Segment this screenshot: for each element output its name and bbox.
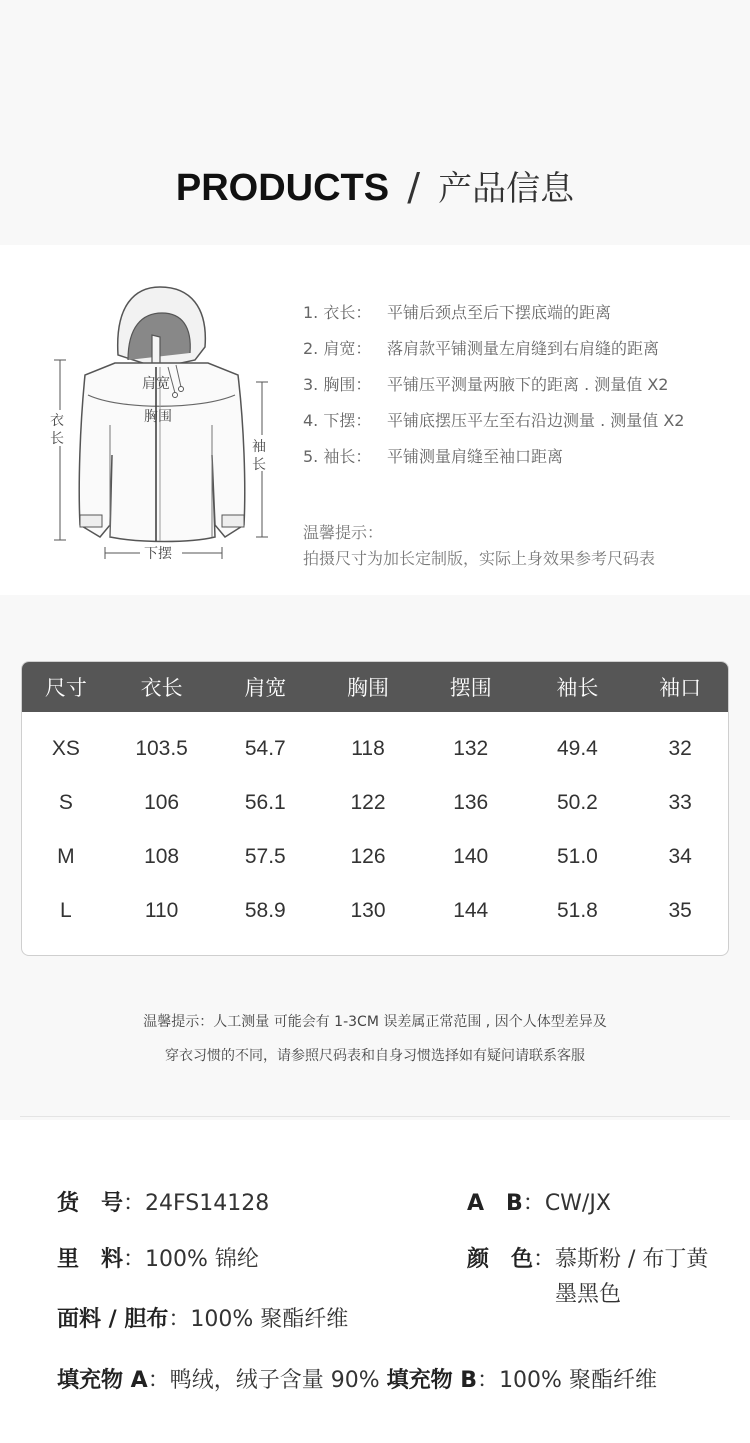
table-header [22,662,728,712]
label-chest: 胸围 [144,409,172,425]
note-line-2: 穿衣习惯的不同，请参照尺码表和自身习惯选择如有疑问请联系客服 [165,1048,585,1064]
page-title [0,162,750,214]
header-cuff: 袖口 [659,676,702,700]
table-row: XS 103.5 54.7 118 132 49.4 32 [51,737,692,760]
label-length-1: 衣 [50,413,64,429]
note-line-1: 温馨提示：人工测量 可能会有 1-3CM 误差属正常范围 , 因个人体型差异及 [143,1014,607,1030]
header-size: 尺寸 [44,676,87,700]
list-item: 4. 下摆： 平铺底摆压平左至右沿边测量 . 测量值 X2 [303,411,685,430]
header-shoulder: 肩宽 [244,676,287,700]
label-length-2: 长 [50,431,64,447]
lining: 里 料：100% 锦纶 [57,1247,259,1272]
header-length: 衣长 [140,676,183,700]
filling: 填充物 A：鸭绒，绒子含量 90% 填充物 B：100% 聚酯纤维 [57,1368,657,1393]
header-hem: 摆围 [449,676,492,700]
fabric: 面料 / 胆布：100% 聚酯纤维 [57,1307,349,1332]
table-row: M 108 57.5 126 140 51.0 34 [57,845,692,868]
colors-line-2: 墨黑色 [555,1282,622,1307]
list-item: 1. 衣长： 平铺后颈点至后下摆底端的距离 [303,303,612,322]
size-table [21,661,729,956]
table-row: S 106 56.1 122 136 50.2 33 [58,791,692,814]
title-cn: 产品信息 [438,169,575,209]
label-sleeve-1: 袖 [252,439,266,455]
header-sleeve: 袖长 [556,676,599,700]
table-row: L 110 58.9 130 144 51.8 35 [60,899,692,922]
divider [20,1116,730,1117]
tip-title: 温馨提示： [303,523,384,542]
label-sleeve-2: 长 [252,457,266,473]
label-shoulder: 肩宽 [142,376,170,392]
item-number: 货 号：24FS14128 [57,1191,270,1216]
label-hem: 下摆 [144,543,172,563]
list-item: 2. 肩宽： 落肩款平铺测量左肩缝到右肩缝的距离 [303,339,660,358]
title-separator: / [407,165,421,209]
tip-text: 拍摄尺寸为加长定制版，实际上身效果参考尺码表 [303,549,656,568]
ab-code: A B：CW/JX [467,1191,611,1216]
diagram-tip [303,520,743,572]
colors: 颜 色：慕斯粉 / 布丁黄 [467,1247,709,1272]
measurement-list [303,300,743,480]
header-chest: 胸围 [347,676,390,700]
table-body [22,712,728,938]
list-item: 5. 袖长： 平铺测量肩缝至袖口距离 [303,447,564,466]
title-en: PRODUCTS [175,167,390,209]
list-item: 3. 胸围： 平铺压平测量两腋下的距离 . 测量值 X2 [303,375,669,394]
